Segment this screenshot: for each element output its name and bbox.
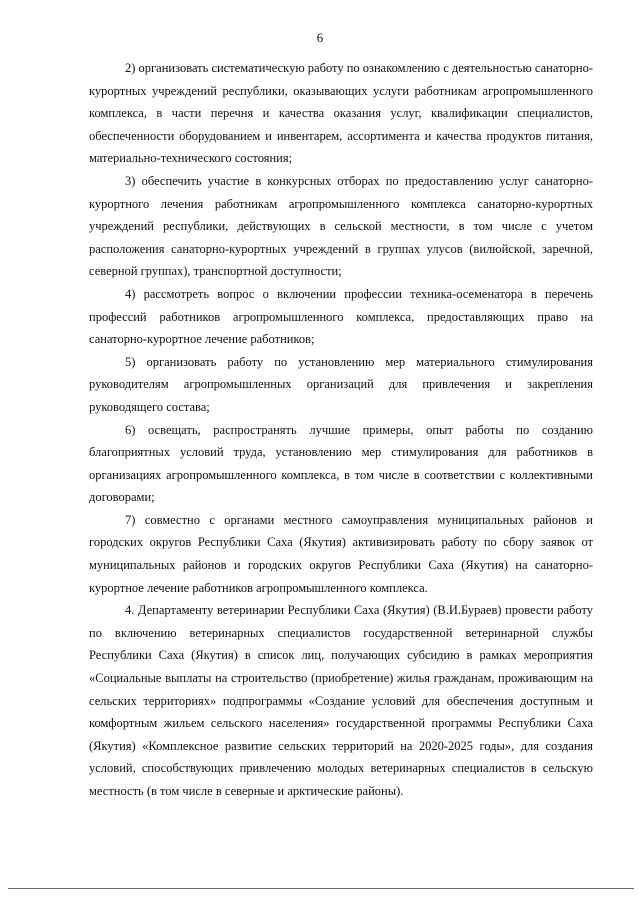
- paragraph-item-6: 6) освещать, распространять лучшие примеры, опыт работы по созданию благоприятных условий труда, установлению мер стимулирования для работников в организациях агропромышленного комплекса, в том числе в соответствии с коллективными договорами;: [89, 422, 593, 505]
- paragraph-item-4: 4) рассмотреть вопрос о включении профессии техника-осеменатора в перечень профессий работников агропромышленного комплекса, предоставляющих право на санаторно-курортное лечение работников;: [89, 286, 593, 347]
- page-number: 6: [316, 30, 324, 45]
- paragraph-item-7: 7) совместно с органами местного самоуправления муниципальных районов и городских округов Республики Саха (Якутия) активизировать работу по сбору заявок от муниципальных районов и городских округов Республики Саха (Якутия) на санаторно-курортное лечение работников агропромышленного комплекса.: [89, 512, 593, 595]
- document-body: [89, 57, 593, 803]
- paragraph-item-3: 3) обеспечить участие в конкурсных отборах по предоставлению услуг санаторно-курортного лечения работникам агропромышленного комплекса санаторно-курортных учреждений республики, действующих в сельской местности, в том числе с учетом расположения санаторно-курортных учреждений в группах улусов (вилюйской, заречной, северной группах), транспортной доступности;: [89, 173, 593, 279]
- paragraph-section-4: 4. Департаменту ветеринарии Республики Саха (Якутия) (В.И.Бураев) провести работу по включению ветеринарных специалистов государственной ветеринарной службы Республики Саха (Якутия) в список лиц, получающих субсидию в рамках мероприятия «Социальные выплаты на строительство (приобретение) жилья гражданам, проживающим на сельских территориях» подпрограммы «Создание условий для обеспечения доступным и комфортным жильем сельского населения» государственной программы Республики Саха (Якутия) «Комплексное развитие сельских территорий на 2020-2025 годы», для создания условий, способствующих привлечению молодых ветеринарных специалистов в сельскую местность (в том числе в северные и арктические районы).: [89, 603, 593, 798]
- page-bottom-divider: [8, 888, 634, 889]
- paragraph-item-2: 2) организовать систематическую работу по ознакомлению с деятельностью санаторно-курортных учреждений республики, оказывающих услуги работникам агропромышленного комплекса, в части перечня и качества оказания услуг, квалификации специалистов, обеспеченности оборудованием и инвентарем, ассортимента и качества продуктов питания, материально-технического состояния;: [89, 61, 593, 166]
- paragraph-item-5: 5) организовать работу по установлению мер материального стимулирования руководителям агропромышленных организаций для привлечения и закрепления руководящего состава;: [89, 354, 593, 414]
